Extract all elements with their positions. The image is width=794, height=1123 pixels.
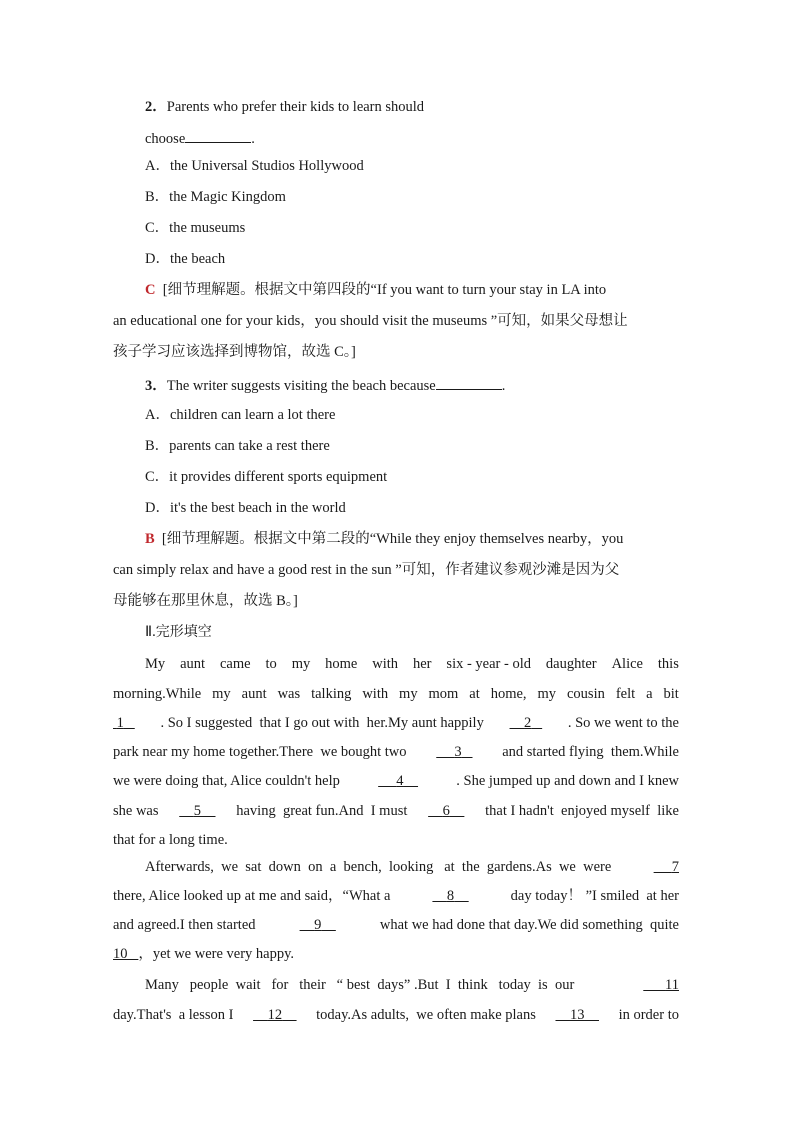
passage-text: day.That's a lesson I — [113, 1007, 234, 1023]
blank-13: 13 — [569, 1007, 585, 1023]
word: cousin — [567, 686, 605, 702]
q2-answer-blank — [185, 128, 251, 143]
section-heading — [145, 623, 212, 641]
passage-text: . So I suggested that I go out with her.My aunt happily — [160, 715, 484, 731]
blank-12: 12 — [267, 1007, 283, 1023]
word: my — [291, 656, 311, 672]
passage-text: there, Alice looked up at me and said，“What a — [113, 888, 391, 904]
q2-option-c: C．the museums — [145, 220, 246, 236]
word: aunt — [180, 656, 206, 672]
passage-text: we were doing that, Alice couldn't help — [113, 773, 340, 789]
section-numeral: Ⅱ. — [145, 624, 156, 640]
passage-p1-line7: that for a long time. — [113, 832, 228, 848]
q3-explanation-line3: 母能够在那里休息，故选 B。] — [113, 593, 298, 609]
q2-option-a: A．the Universal Studios Hollywood — [145, 158, 364, 174]
option-text: it provides different sports equipment — [169, 469, 388, 485]
passage-p1-line5 — [113, 772, 679, 790]
blank-9: 9 — [314, 917, 322, 933]
passage-text: and started flying them.While — [502, 744, 679, 760]
option-letter: C — [145, 220, 155, 236]
passage-p1-line6 — [113, 802, 679, 820]
option-text: the Universal Studios Hollywood — [169, 158, 364, 174]
option-text: the Magic Kingdom — [169, 189, 286, 205]
passage-p1-line2 — [113, 685, 679, 703]
q2-option-b: B．the Magic Kingdom — [145, 189, 286, 205]
blank-11: 11 — [665, 977, 679, 993]
passage-text: that I hadn't enjoyed myself like — [485, 803, 679, 819]
option-text: children can learn a lot there — [169, 407, 336, 423]
word: my — [399, 686, 418, 702]
option-text: the museums — [169, 220, 246, 236]
passage-text: day today！ ”I smiled at her — [510, 888, 679, 904]
word: home — [325, 656, 358, 672]
q3-option-b: B．parents can take a rest there — [145, 438, 330, 454]
option-letter: C — [145, 469, 155, 485]
blank-4: 4 — [396, 773, 404, 789]
passage-p1-line1 — [145, 655, 679, 673]
word: daughter — [545, 656, 597, 672]
blank-10: 10 — [113, 946, 128, 962]
q2-explanation-line2: an educational one for your kids，you should visit the museums ”可知，如果父母想让 — [113, 313, 628, 329]
option-text: parents can take a rest there — [169, 438, 330, 454]
q3-option-a: A．children can learn a lot there — [145, 407, 336, 423]
word: bit — [663, 686, 679, 702]
passage-p2-line4 — [113, 945, 294, 963]
passage-p3-line2 — [113, 1006, 679, 1024]
passage-text: today.As adults, we often make plans — [316, 1007, 536, 1023]
q3-expl-text: [细节理解题。根据文中第二段的“While they enjoy themselves nearby，you — [161, 531, 624, 547]
section-title: 完形填空 — [155, 624, 212, 640]
passage-text: what we had done that day.We did something quite — [379, 917, 679, 933]
word: this — [657, 656, 679, 672]
passage-text: park near my home together.There we bought two — [113, 744, 407, 760]
q2-explanation-line3: 孩子学习应该选择到博物馆，故选 C。] — [113, 344, 356, 360]
word: with — [372, 656, 399, 672]
option-text: the beach — [169, 251, 226, 267]
passage-p2-line1 — [145, 858, 679, 876]
word: Alice — [611, 656, 643, 672]
q2-number: 2 — [145, 99, 153, 115]
passage-text: in order to — [618, 1007, 679, 1023]
q2-stem-choose: choose — [145, 131, 186, 147]
word: talking — [311, 686, 352, 702]
word: felt — [615, 686, 636, 702]
q2-explanation-line1 — [145, 281, 606, 299]
q3-option-d: D．it's the best beach in the world — [145, 500, 346, 516]
option-text: it's the best beach in the world — [169, 500, 346, 516]
word: My — [145, 656, 166, 672]
q2-option-d: D．the beach — [145, 251, 226, 267]
q3-option-c: C．it provides different sports equipment — [145, 469, 388, 485]
word: my — [212, 686, 231, 702]
passage-p3-line1 — [145, 976, 679, 994]
q3-explanation-line1 — [145, 530, 623, 548]
blank-2: 2 — [524, 715, 532, 731]
word: with — [362, 686, 389, 702]
word: morning.While — [113, 686, 202, 702]
q3-answer: B — [145, 531, 155, 547]
passage-text: . So we went to the — [567, 715, 679, 731]
q2-stem-text: Parents who prefer their kids to learn should — [166, 99, 425, 115]
option-letter: B — [145, 189, 155, 205]
word: came — [219, 656, 251, 672]
q3-stem: 3．The writer suggests visiting the beach because . — [145, 375, 505, 395]
word: aunt — [241, 686, 267, 702]
passage-text: and agreed.I then started — [113, 917, 256, 933]
blank-6: 6 — [442, 803, 450, 819]
passage-p2-line2 — [113, 887, 679, 905]
passage-text: Afterwards, we sat down on a bench, looking at the gardens.As we were — [145, 859, 612, 875]
passage-p1-line3 — [113, 714, 679, 732]
word: a — [646, 686, 653, 702]
word: at — [469, 686, 480, 702]
word: my — [537, 686, 557, 702]
q2-answer: C — [145, 282, 156, 298]
passage-text: . She jumped up and down and I knew — [456, 773, 679, 789]
word: was — [277, 686, 301, 702]
option-letter: A — [145, 158, 156, 174]
q2-stem-line2: choose . — [145, 128, 255, 148]
q3-stem-text: The writer suggests visiting the beach because — [166, 378, 436, 394]
blank-5: 5 — [193, 803, 201, 819]
passage-text: she was — [113, 803, 159, 819]
option-letter: B — [145, 438, 155, 454]
q3-number: 3 — [145, 378, 153, 394]
blank-8: 8 — [446, 888, 455, 904]
blank-7: 7 — [671, 859, 679, 875]
q2-expl-text: [细节理解题。根据文中第四段的“If you want to turn your stay in LA into — [162, 282, 607, 298]
option-letter: D — [145, 500, 156, 516]
word: six - year - old — [446, 656, 531, 672]
word: her — [412, 656, 432, 672]
passage-p2-line3 — [113, 916, 679, 934]
passage-text: having great fun.And I must — [236, 803, 408, 819]
q2-stem-line1: 2．Parents who prefer their kids to learn should — [145, 99, 425, 115]
word: mom — [428, 686, 459, 702]
blank-1: 1 — [116, 715, 124, 731]
passage-text: ，yet we were very happy. — [138, 946, 295, 962]
word: home, — [490, 686, 527, 702]
option-letter: D — [145, 251, 156, 267]
passage-text: Many people wait for their “ best days” .But I think today is our — [145, 977, 575, 993]
option-letter: A — [145, 407, 156, 423]
passage-p1-line4 — [113, 743, 679, 761]
blank-3: 3 — [454, 744, 462, 760]
word: to — [265, 656, 277, 672]
q3-explanation-line2: can simply relax and have a good rest in the sun ”可知，作者建议参观沙滩是因为父 — [113, 562, 620, 578]
q3-answer-blank — [436, 375, 502, 390]
